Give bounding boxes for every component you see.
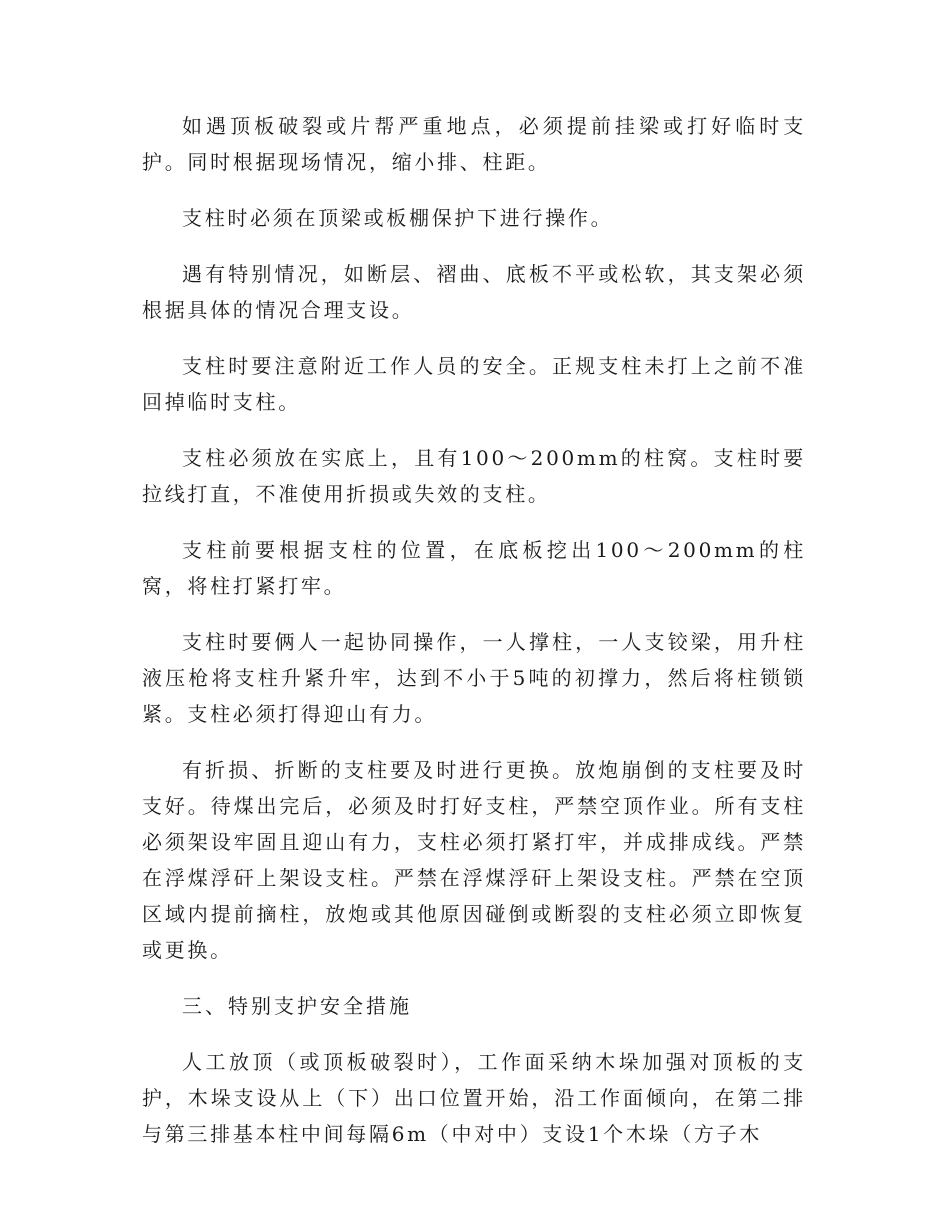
- paragraph-solid-floor: 支柱必须放在实底上，且有100～200mm的柱窝。支柱时要拉线打直，不准使用折损或失效的支柱。: [142, 446, 806, 506]
- paragraph-replacement: 有折损、折断的支柱要及时进行更换。放炮崩倒的支柱要及时支好。待煤出完后，必须及时打好支柱，严禁空顶作业。所有支柱必须架设牢固且迎山有力，支柱必须打紧打牢，并成排成线。严禁在浮煤浮矸上架设支柱。严禁在浮煤浮矸上架设支柱。严禁在空顶区域内提前摘柱，放炮或其他原因碰倒或断裂的支柱必须立即恢复或更换。: [142, 758, 806, 962]
- paragraph-roof-fracture: 如遇顶板破裂或片帮严重地点，必须提前挂梁或打好临时支护。同时根据现场情况，缩小排、柱距。: [142, 114, 806, 174]
- paragraph-manual-caving: 人工放顶（或顶板破裂时），工作面采纳木垛加强对顶板的支护，木垛支设从上（下）出口位置开始，沿工作面倾向，在第二排与第三排基本柱中间每隔6m（中对中）支设1个木垛（方子木: [142, 1050, 806, 1146]
- paragraph-post-socket: 支柱前要根据支柱的位置，在底板挖出100～200mm的柱窝，将柱打紧打牢。: [142, 538, 806, 598]
- section-heading-special-support: 三、特别支护安全措施: [182, 994, 412, 1018]
- paragraph-two-person-operation: 支柱时要俩人一起协同操作，一人撑柱，一人支铰梁，用升柱液压枪将支柱升紧升牢，达到不小于5吨的初撑力，然后将柱锁锁紧。支柱必须打得迎山有力。: [142, 630, 806, 726]
- paragraph-personnel-safety: 支柱时要注意附近工作人员的安全。正规支柱未打上之前不准回掉临时支柱。: [142, 354, 806, 414]
- paragraph-support-under-protection: 支柱时必须在顶梁或板棚保护下进行操作。: [182, 206, 614, 230]
- paragraph-special-conditions: 遇有特别情况，如断层、褶曲、底板不平或松软，其支架必须根据具体的情况合理支设。: [142, 262, 806, 322]
- document-body: [142, 108, 806, 1172]
